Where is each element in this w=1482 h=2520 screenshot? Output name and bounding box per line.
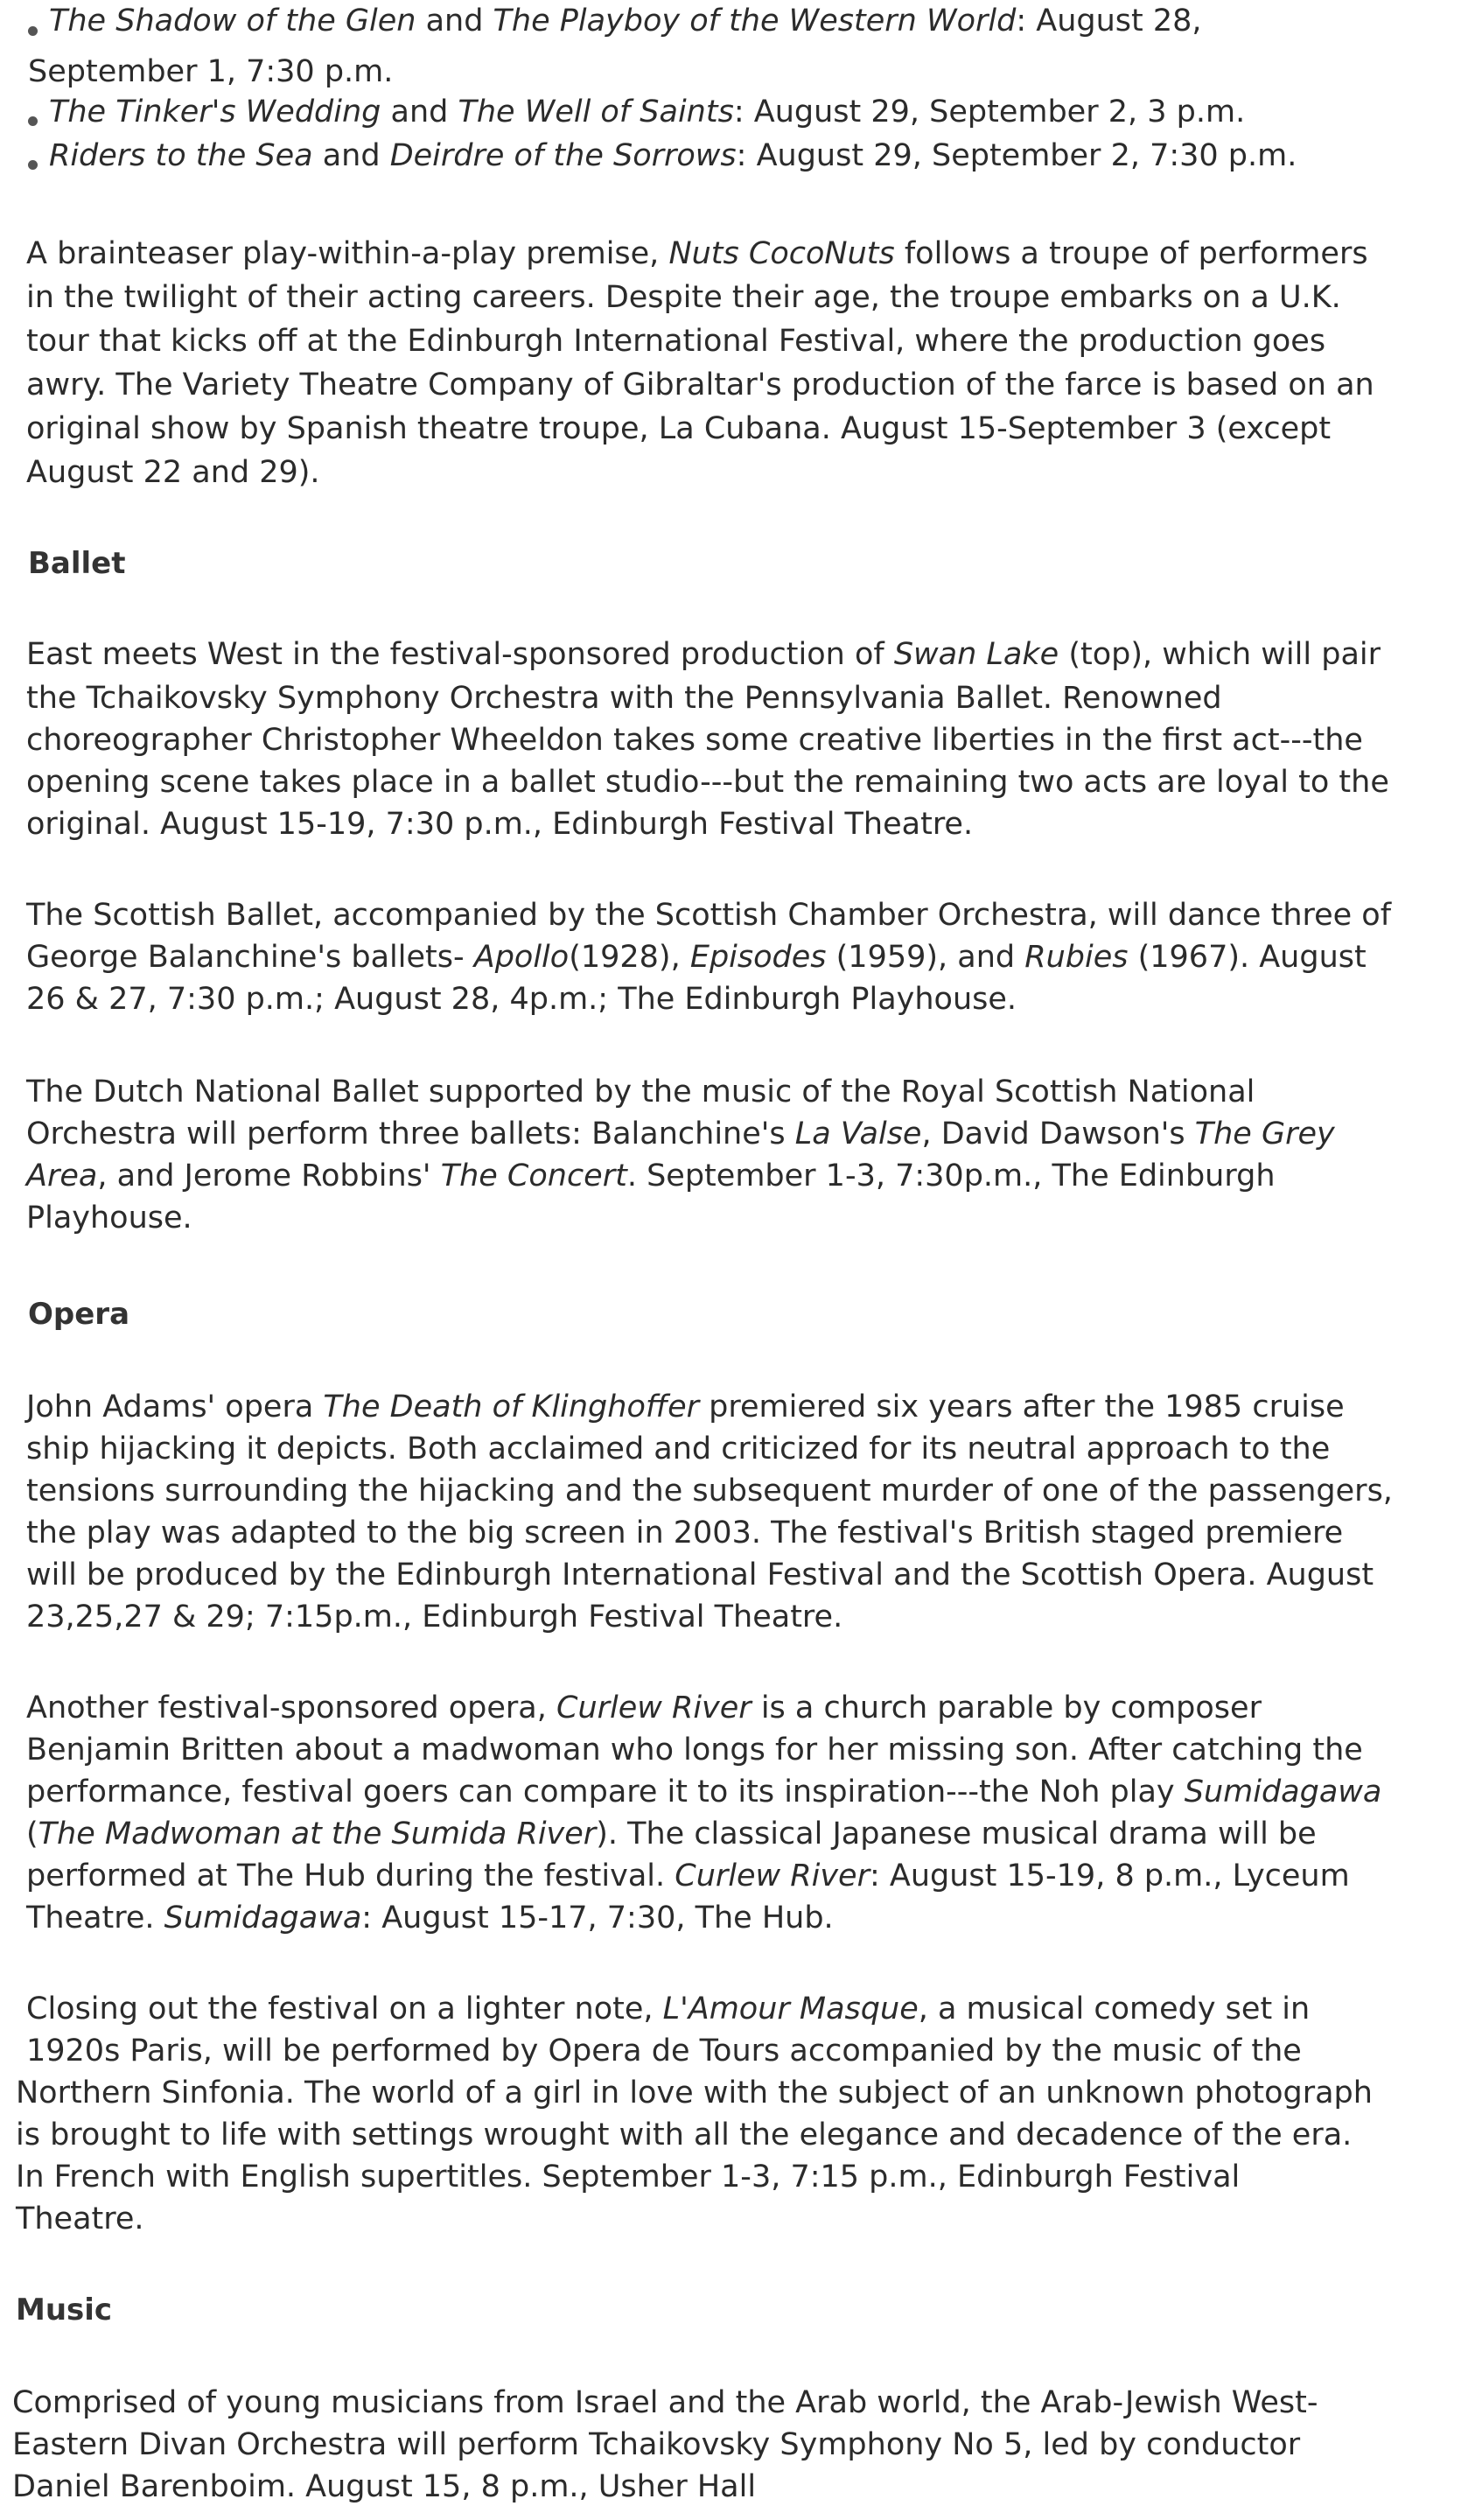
- paragraph-line: tour that kicks off at the Edinburgh International Festival, where the production goes: [26, 324, 1326, 359]
- section-heading-opera: Opera: [28, 1297, 130, 1332]
- list-item: The Tinker's Wedding and The Well of Saints: August 29, September 2, 3 p.m.: [49, 94, 1246, 130]
- paragraph-line: original. August 15-19, 7:30 p.m., Edinburgh Festival Theatre.: [26, 807, 974, 842]
- section-heading-music: Music: [16, 2292, 113, 2328]
- paragraph-line: The Dutch National Ballet supported by the music of the Royal Scottish National: [26, 1074, 1255, 1110]
- paragraph-line: 23,25,27 & 29; 7:15p.m., Edinburgh Festival Theatre.: [26, 1600, 843, 1634]
- paragraph-line: original show by Spanish theatre troupe, La Cubana. August 15-September 3 (except: [26, 411, 1332, 446]
- section-heading-ballet: Ballet: [28, 546, 126, 581]
- paragraph-line: Eastern Divan Orchestra will perform Tchaikovsky Symphony No 5, led by conductor: [12, 2427, 1301, 2462]
- paragraph-line: Playhouse.: [26, 1200, 192, 1236]
- bullet-icon: [28, 116, 38, 126]
- paragraph-line: In French with English supertitles. September 1-3, 7:15 p.m., Edinburgh Festival: [16, 2160, 1241, 2194]
- bullet-icon: [28, 26, 38, 36]
- paragraph-line: Area, and Jerome Robbins' The Concert. September 1-3, 7:30p.m., The Edinburgh: [26, 1158, 1276, 1194]
- paragraph-line: Closing out the festival on a lighter note, L'Amour Masque, a musical comedy set in: [26, 1992, 1311, 2026]
- paragraph-line: awry. The Variety Theatre Company of Gibraltar's production of the farce is based on an: [26, 368, 1374, 402]
- paragraph-line: the Tchaikovsky Symphony Orchestra with the Pennsylvania Ballet. Renowned: [26, 681, 1222, 716]
- paragraph-line: East meets West in the festival-sponsored production of Swan Lake (top), which will pair: [26, 637, 1381, 672]
- paragraph-line: performance, festival goers can compare it to its inspiration---the Noh play Sumidagawa: [26, 1774, 1382, 1810]
- paragraph-line: Theatre.: [16, 2202, 144, 2236]
- paragraph-line: (The Madwoman at the Sumida River). The classical Japanese musical drama will be: [26, 1816, 1317, 1852]
- list-item: The Shadow of the Glen and The Playboy of the Western World: August 28,: [49, 4, 1202, 38]
- list-item: Riders to the Sea and Deirdre of the Sorrows: August 29, September 2, 7:30 p.m.: [49, 138, 1297, 173]
- paragraph-line: August 22 and 29).: [26, 455, 320, 490]
- paragraph-line: tensions surrounding the hijacking and the subsequent murder of one of the passengers,: [26, 1474, 1393, 1508]
- paragraph-line: Benjamin Britten about a madwoman who longs for her missing son. After catching the: [26, 1732, 1363, 1768]
- paragraph-line: Orchestra will perform three ballets: Balanchine's La Valse, David Dawson's The Grey: [26, 1116, 1335, 1152]
- bullet-icon: [28, 160, 38, 170]
- paragraph-line: will be produced by the Edinburgh International Festival and the Scottish Opera. August: [26, 1558, 1374, 1592]
- paragraph-line: George Balanchine's ballets- Apollo(1928), Episodes (1959), and Rubies (1967). August: [26, 940, 1367, 975]
- paragraph-line: Theatre. Sumidagawa: August 15-17, 7:30, The Hub.: [26, 1900, 834, 1936]
- paragraph-line: the play was adapted to the big screen in 2003. The festival's British staged premiere: [26, 1516, 1344, 1550]
- paragraph-line: 1920s Paris, will be performed by Opera de Tours accompanied by the music of the: [26, 2034, 1302, 2068]
- paragraph-line: Northern Sinfonia. The world of a girl in love with the subject of an unknown photograph: [16, 2076, 1373, 2110]
- paragraph-line: Comprised of young musicians from Israel and the Arab world, the Arab-Jewish West-: [12, 2385, 1318, 2420]
- paragraph-line: John Adams' opera The Death of Klinghoffer premiered six years after the 1985 cruise: [26, 1390, 1345, 1424]
- paragraph-line: Another festival-sponsored opera, Curlew River is a church parable by composer: [26, 1690, 1262, 1726]
- list-item-continuation: September 1, 7:30 p.m.: [28, 54, 394, 89]
- paragraph-line: A brainteaser play-within-a-play premise, Nuts CocoNuts follows a troupe of performers: [26, 236, 1368, 271]
- paragraph-line: is brought to life with settings wrought with all the elegance and decadence of the era.: [16, 2118, 1353, 2152]
- paragraph-line: ship hijacking it depicts. Both acclaimed and criticized for its neutral approach to the: [26, 1432, 1331, 1466]
- paragraph-line: in the twilight of their acting careers. Despite their age, the troupe embarks on a U.K.: [26, 280, 1341, 315]
- paragraph-line: Daniel Barenboim. August 15, 8 p.m., Usher Hall: [12, 2469, 757, 2504]
- paragraph-line: performed at The Hub during the festival. Curlew River: August 15-19, 8 p.m., Lyceum: [26, 1858, 1350, 1894]
- paragraph-line: 26 & 27, 7:30 p.m.; August 28, 4p.m.; The Edinburgh Playhouse.: [26, 982, 1017, 1017]
- paragraph-line: The Scottish Ballet, accompanied by the Scottish Chamber Orchestra, will dance three of: [26, 898, 1392, 933]
- paragraph-line: opening scene takes place in a ballet studio---but the remaining two acts are loyal to the: [26, 765, 1389, 800]
- paragraph-line: choreographer Christopher Wheeldon takes some creative liberties in the first act---the: [26, 723, 1363, 758]
